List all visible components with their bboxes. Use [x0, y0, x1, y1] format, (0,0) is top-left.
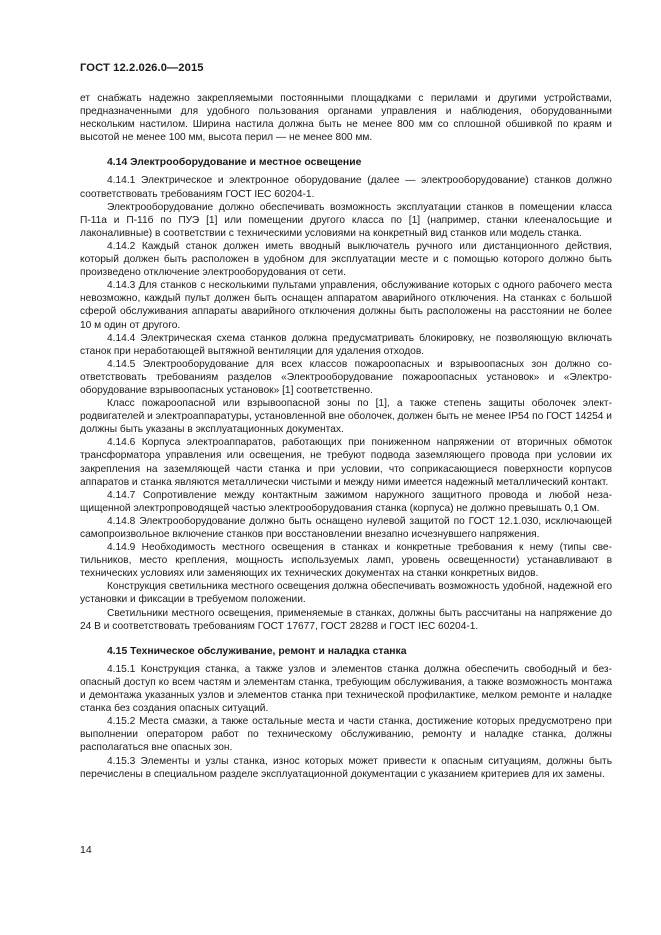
paragraph-4-14-9: 4.14.9 Необходимость местного освещения в станках и конкретные требования к нему (типы светильников, место крепления, мощность используемых ламп, уровень освещенности) устанавливают в технических условиях или заменяющих их технических документах на станки конкретных видов.	[80, 542, 612, 580]
paragraph-4-14-1-cont: Электрооборудование должно обеспечивать возможность эксплуатации станков в помещении класса П-11а и П-11б по ПУЭ [1] или помещении другого класса по [1] (например, станки клееналосьщие и лаконаливные) в соответствии с техническими условиями на конкретный вид станков или модель станка.	[80, 201, 612, 239]
paragraph-4-14-3: 4.14.3 Для станков с несколькими пультами управления, обслуживание которых с одного рабочего места невозможно, каждый пульт должен быть оснащен аппаратом аварийного отключения. На станках с большой сферой обслуживания аппараты аварийного отключения должны быть расположены на расстоянии не более 10 м один от другого.	[80, 280, 612, 331]
paragraph-4-14-1: 4.14.1 Электрическое и электронное оборудование (далее — электрооборудование) станков должно соответствовать требованиям ГОСТ IEC 60204-1.	[80, 175, 612, 200]
paragraph-4-14-4: 4.14.4 Электрическая схема станков должна предусматривать блокировку, не позволяющую включать станок при неработающей вытяжной вентиляции для удаления отходов.	[80, 332, 612, 357]
document-body	[80, 92, 612, 781]
paragraph-4-14-5: 4.14.5 Электрооборудование для всех классов пожароопасных и взрывоопасных зон должно соответствовать требованиям разделов «Электрооборудование пожароопасных установок» и «Электрооборудование взрывоопасных установок» [1] соответственно.	[80, 358, 612, 396]
paragraph-4-15-2: 4.15.2 Места смазки, а также остальные места и части станка, достижение которых предусмотрено при выполнении оператором работ по техническому обслуживанию, ремонту и наладке станка, должны располагаться вне опасных зон.	[80, 716, 612, 754]
paragraph-4-14-8: 4.14.8 Электрооборудование должно быть оснащено нулевой защитой по ГОСТ 12.1.030, исключающей самопроизвольное включение станков при восстановлении внезапно исчезнувшего напряжения.	[80, 515, 612, 540]
paragraph-4-14-5-cont: Класс пожароопасной или взрывоопасной зоны по [1], а также степень защиты оболочек электродвигателей и электроаппаратуры, установленной вне оболочек, должен быть не менее IP54 по ГОСТ 14254 и должны быть указаны в эксплуатационных документах.	[80, 398, 612, 436]
intro-paragraph: ет снабжать надежно закрепляемыми постоянными площадками с перилами и другими устройствами, предназначенными для удобного пользования органами управления и наблюдения, оборудованными нескольким настилом. Ширина настила должна быть не менее 800 мм со сплошной обшивкой по краям и высотой не менее 100 мм, высота перил — не менее 800 мм.	[80, 93, 612, 144]
section-heading-4-15: 4.15 Техническое обслуживание, ремонт и наладка станка	[107, 645, 407, 657]
paragraph-4-15-3: 4.15.3 Элементы и узлы станка, износ которых может привести к опасным ситуациям, должны быть перечислены в специальном разделе эксплуатационной документации с указанием критериев для их замены.	[80, 755, 612, 780]
paragraph-4-14-7: 4.14.7 Сопротивление между контактным зажимом наружного защитного провода и любой незащищенной электропроводящей частью электрооборудования станка (корпуса) не должно превышать 0,1 Ом.	[80, 489, 612, 514]
paragraph-4-14-9-cont2: Светильники местного освещения, применяемые в станках, должны быть рассчитаны на напряжение до 24 В и соответствовать требованиям ГОСТ 17677, ГОСТ 28288 и ГОСТ IEC 60204-1.	[80, 607, 612, 632]
paragraph-4-14-9-cont1: Конструкция светильника местного освещения должна обеспечивать возможность удобной, надежной его установки и фиксации в требуемом положении.	[80, 581, 612, 606]
paragraph-4-15-1: 4.15.1 Конструкция станка, а также узлов и элементов станка должна обеспечить свободный и безопасный доступ ко всем частям и элементам станка, требующим обслуживания, а также возможность монтажа и демонтажа указанных узлов и элементов станка при технической профилактике, мелком ремонте и наладке станка без создания опасных ситуаций.	[80, 663, 612, 715]
page-number: 14	[80, 844, 92, 856]
paragraph-4-14-6: 4.14.6 Корпуса электроаппаратов, работающих при пониженном напряжении от вторичных обмоток трансформатора управления или освещения, не требуют подвода заземляющего провода при условии их закрепления на заземляющей части станка и при условии, что соприкасающиеся поверхности корпусов аппаратов и станка являются металлически чистыми и между ними имеется надежный металлический контакт.	[80, 437, 612, 488]
document-header: ГОСТ 12.2.026.0—2015	[80, 62, 204, 74]
paragraph-4-14-2: 4.14.2 Каждый станок должен иметь вводный выключатель ручного или дистанционного действия, который должен быть расположен в удобном для эксплуатации месте и с помощью которого должно быть произведено отключение электрооборудования от сети.	[80, 240, 612, 279]
section-heading-4-14: 4.14 Электрооборудование и местное освещение	[107, 157, 362, 169]
